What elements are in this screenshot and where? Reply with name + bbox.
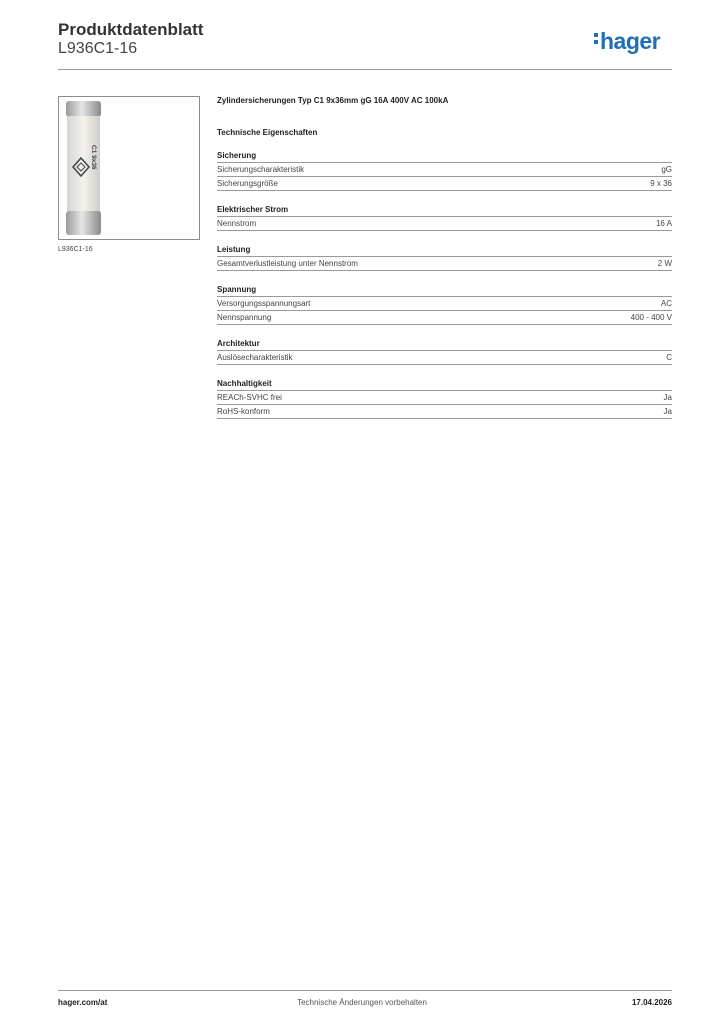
section-heading: Nachhaltigkeit: [217, 379, 672, 391]
property-value: Ja: [663, 407, 672, 416]
logo-dots-icon: [594, 33, 598, 47]
footer-website[interactable]: hager.com/at: [58, 998, 108, 1007]
property-label: RoHS-konform: [217, 407, 270, 416]
property-row: [217, 405, 672, 419]
logo-text: hager: [600, 28, 661, 54]
datasheet-content: [217, 96, 672, 419]
property-value: 2 W: [657, 259, 672, 268]
footer-date: 17.04.2026: [631, 998, 672, 1007]
property-row: [217, 163, 672, 177]
property-label: REACh-SVHC frei: [217, 393, 282, 402]
section-heading: Leistung: [217, 245, 672, 257]
property-value: C: [666, 353, 672, 362]
property-value: Ja: [663, 393, 672, 402]
fuse-image: [59, 97, 199, 239]
property-label: Sicherungsgröße: [217, 179, 278, 188]
section-heading: Elektrischer Strom: [217, 205, 672, 217]
property-label: Nennspannung: [217, 313, 272, 322]
property-value: AC: [660, 299, 672, 308]
property-row: [217, 311, 672, 325]
property-label: Auslösecharakteristik: [217, 353, 293, 362]
properties-list: [217, 151, 672, 419]
tech-heading: Technische Eigenschaften: [217, 128, 318, 137]
property-label: Versorgungsspannungsart: [217, 299, 311, 308]
property-row: [217, 351, 672, 365]
property-value: 16 A: [655, 219, 672, 228]
image-caption: L936C1-16: [58, 246, 93, 253]
property-value: 400 - 400 V: [630, 313, 672, 322]
page-title: Produktdatenblatt: [58, 20, 204, 39]
header-divider: [58, 69, 672, 70]
product-code: L936C1-16: [58, 40, 138, 57]
footer-divider: [58, 990, 672, 991]
hager-logo: [594, 28, 660, 54]
property-label: Gesamtverlustleistung unter Nennstrom: [217, 259, 358, 268]
property-value: 9 x 36: [650, 179, 672, 188]
section-heading: Sicherung: [217, 151, 672, 163]
property-row: [217, 217, 672, 231]
property-label: Sicherungscharakteristik: [217, 165, 305, 174]
section-heading: Spannung: [217, 285, 672, 297]
property-row: [217, 177, 672, 191]
property-value: gG: [661, 165, 672, 174]
fuse-label: C1 9x36: [90, 145, 97, 170]
property-row: [217, 257, 672, 271]
footer-notice: Technische Änderungen vorbehalten: [297, 998, 427, 1007]
section-heading: Architektur: [217, 339, 672, 351]
property-row: [217, 297, 672, 311]
property-row: [217, 391, 672, 405]
property-label: Nennstrom: [217, 219, 257, 228]
product-description: Zylindersicherungen Typ C1 9x36mm gG 16A 400V AC 100kA: [217, 96, 449, 105]
product-image: [58, 96, 200, 240]
